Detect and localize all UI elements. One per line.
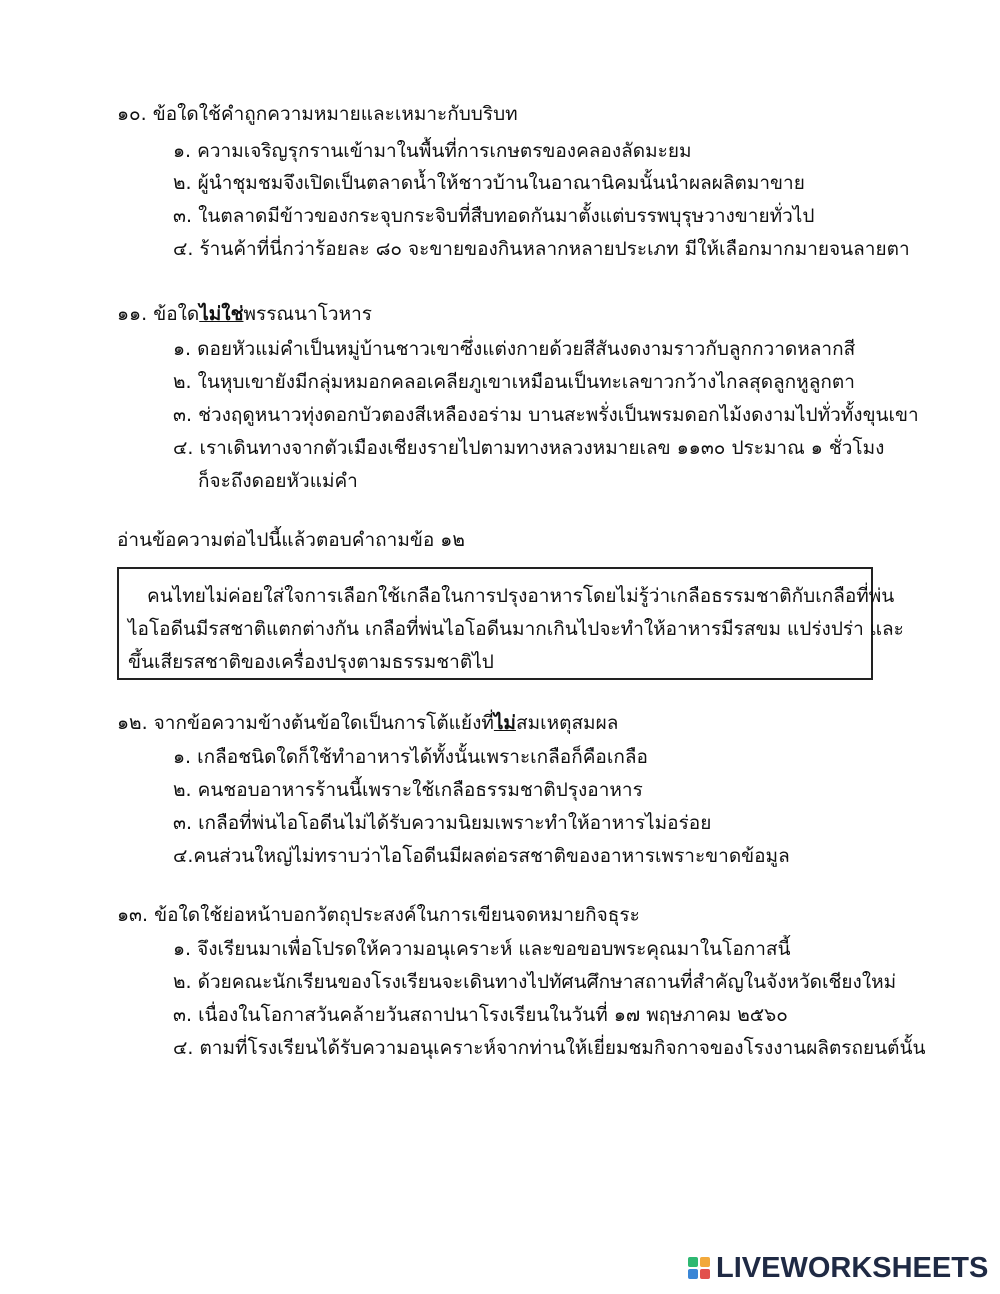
question-10-stem: ๑๐. ข้อใดใช้คำถูกความหมายและเหมาะกับบริบท <box>117 103 518 125</box>
q12-option-1: ๑. เกลือชนิดใดก็ใช้ทำอาหารได้ทั้งนั้นเพราะเกลือก็คือเกลือ <box>173 746 648 768</box>
logo-text: LIVEWORKSHEETS <box>716 1251 989 1284</box>
q12-stem-suffix: สมเหตุสมผล <box>515 712 619 734</box>
q11-option-4-continued: ก็จะถึงดอยหัวแม่คำ <box>198 470 358 492</box>
question-12-stem <box>117 711 618 735</box>
q10-option-1: ๑. ความเจริญรุกรานเข้ามาในพื้นที่การเกษตรของคลองลัดมะยม <box>173 140 692 162</box>
passage-line-1: คนไทยไม่ค่อยใส่ใจการเลือกใช้เกลือในการปรุงอาหารโดยไม่รู้ว่าเกลือธรรมชาติกับเกลือที่พ่น <box>147 585 895 607</box>
q11-option-2: ๒. ในหุบเขายังมีกลุ่มหมอกคลอเคลียภูเขาเหมือนเป็นทะเลขาวกว้างไกลสุดลูกหูลูกตา <box>173 371 855 393</box>
logo-block-red <box>700 1269 710 1279</box>
q12-stem-emphasis: ไม่ <box>493 712 516 734</box>
q12-option-4: ๔.คนส่วนใหญ่ไม่ทราบว่าไอโอดีนมีผลต่อรสชาติของอาหารเพราะขาดข้อมูล <box>173 845 790 867</box>
logo-block-green <box>688 1257 698 1267</box>
logo-block-orange <box>700 1257 710 1267</box>
q11-stem-suffix: พรรณนาโวหาร <box>243 303 372 325</box>
q10-option-4: ๔. ร้านค้าที่นี่กว่าร้อยละ ๘๐ จะขายของกินหลากหลายประเภท มีให้เลือกมากมายจนลายตา <box>173 238 910 260</box>
q11-stem-emphasis: ไม่ใช่ <box>199 303 244 325</box>
q13-option-1: ๑. จึงเรียนมาเพื่อโปรดให้ความอนุเคราะห์ และขอขอบพระคุณมาในโอกาสนี้ <box>173 938 791 960</box>
q11-stem-prefix: ๑๑. ข้อใด <box>117 303 200 325</box>
question-11-stem <box>117 302 372 326</box>
q11-option-1: ๑. ดอยหัวแม่คำเป็นหมู่บ้านชาวเขาซึ่งแต่งกายด้วยสีสันงดงามราวกับลูกกวาดหลากสี <box>173 338 856 360</box>
q12-option-2: ๒. คนชอบอาหารร้านนี้เพราะใช้เกลือธรรมชาติปรุงอาหาร <box>173 779 643 801</box>
q13-option-3: ๓. เนื่องในโอกาสวันคล้ายวันสถาปนาโรงเรียนในวันที่ ๑๗ พฤษภาคม ๒๕๖๐ <box>173 1004 788 1026</box>
q12-option-3: ๓. เกลือที่พ่นไอโอดีนไม่ได้รับความนิยมเพราะทำให้อาหารไม่อร่อย <box>173 812 712 834</box>
q11-option-3: ๓. ช่วงฤดูหนาวทุ่งดอกบัวตองสีเหลืองอร่าม บานสะพรั่งเป็นพรมดอกไม้งดงามไปทั่วทั้งขุนเขา <box>173 404 919 426</box>
passage-line-2: ไอโอดีนมีรสชาติแตกต่างกัน เกลือที่พ่นไอโอดีนมากเกินไปจะทำให้อาหารมีรสขม แปร่งปร่า และ <box>128 618 904 640</box>
passage-line-3: ขึ้นเสียรสชาติของเครื่องปรุงตามธรรมชาติไป <box>128 651 494 673</box>
question-13-stem: ๑๓. ข้อใดใช้ย่อหน้าบอกวัตถุประสงค์ในการเขียนจดหมายกิจธุระ <box>117 904 640 926</box>
logo-block-blue <box>688 1269 698 1279</box>
q11-option-4: ๔. เราเดินทางจากตัวเมืองเชียงรายไปตามทางหลวงหมายเลข ๑๑๓๐ ประมาณ ๑ ชั่วโมง <box>173 437 885 459</box>
q13-option-2: ๒. ด้วยคณะนักเรียนของโรงเรียนจะเดินทางไปทัศนศึกษาสถานที่สำคัญในจังหวัดเชียงใหม่ <box>173 971 897 993</box>
q12-stem-prefix: ๑๒. จากข้อความข้างต้นข้อใดเป็นการโต้แย้งที่ <box>117 712 494 734</box>
reading-instruction: อ่านข้อความต่อไปนี้แล้วตอบคำถามข้อ ๑๒ <box>117 529 465 551</box>
logo-blocks-icon <box>688 1257 710 1279</box>
q10-option-2: ๒. ผู้นำชุมชมจึงเปิดเป็นตลาดน้ำให้ชาวบ้านในอาณานิคมนั้นนำผลผลิตมาขาย <box>173 172 805 194</box>
liveworksheets-logo <box>688 1252 988 1284</box>
q10-option-3: ๓. ในตลาดมีข้าวของกระจุบกระจิบที่สืบทอดกันมาตั้งแต่บรรพบุรุษวางขายทั่วไป <box>173 205 815 227</box>
q13-option-4: ๔. ตามที่โรงเรียนได้รับความอนุเคราะห์จากท่านให้เยี่ยมชมกิจกาจของโรงงานผลิตรถยนต์นั้น <box>173 1037 926 1059</box>
